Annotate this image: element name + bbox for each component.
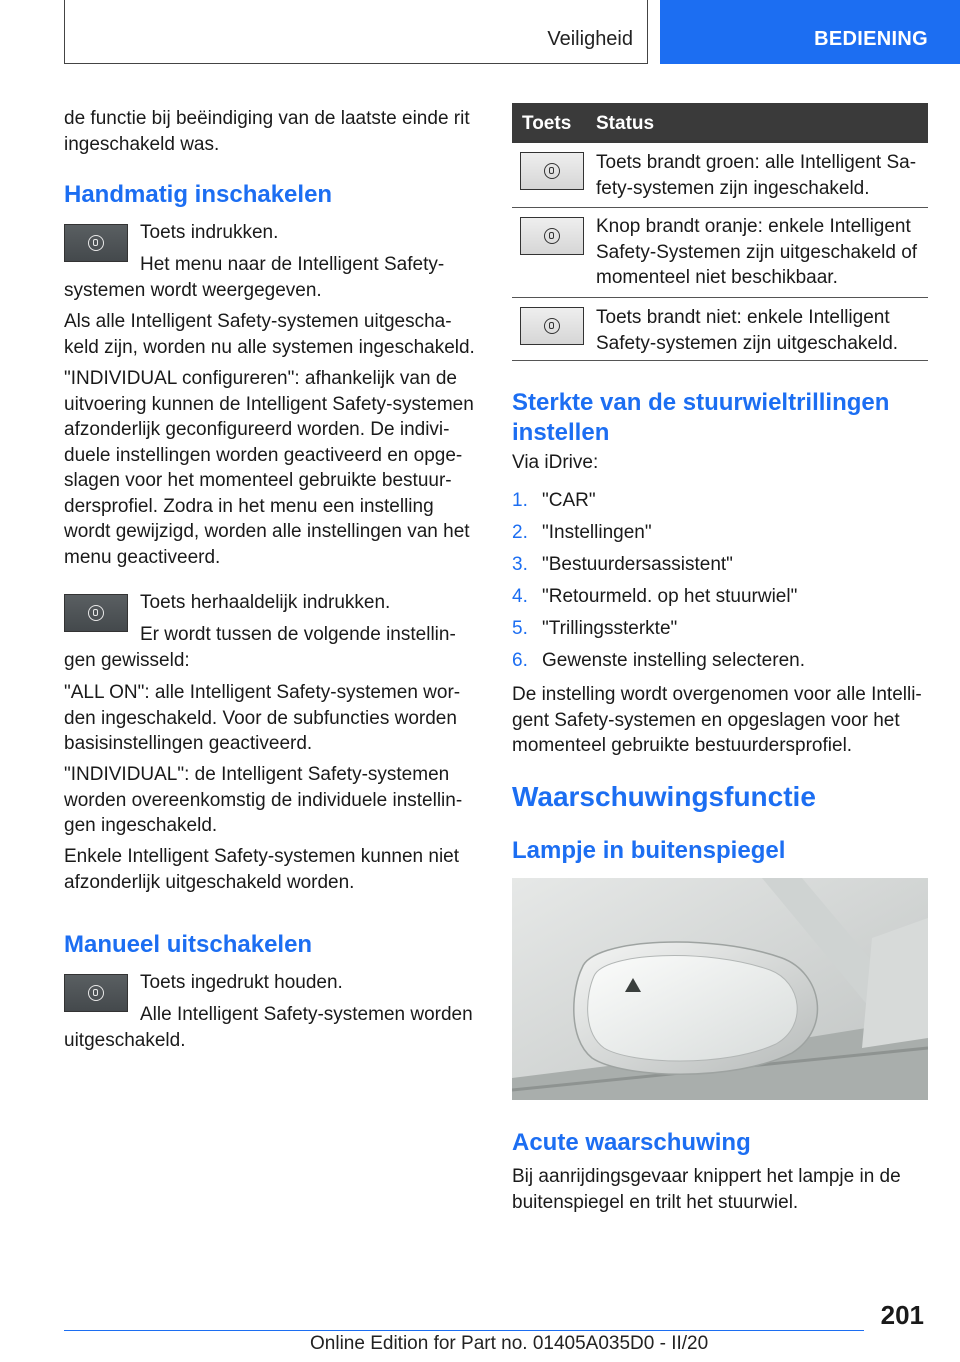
menu-text: systemen wordt weergegeven. bbox=[64, 280, 322, 301]
step-label: "Instellingen" bbox=[542, 522, 652, 543]
step-number: 2. bbox=[512, 522, 528, 543]
table-row bbox=[596, 214, 928, 291]
chapter-title: BEDIENING bbox=[814, 28, 928, 50]
table-cell-line: Toets brandt groen: alle Intelligent Sa- bbox=[596, 152, 917, 173]
via-idrive: Via iDrive: bbox=[512, 452, 599, 473]
safety-button-image bbox=[64, 224, 128, 262]
table-divider bbox=[512, 297, 928, 298]
text-line: Als alle Intelligent Safety-systemen uitgescha- bbox=[64, 311, 452, 332]
paragraph-all-off bbox=[64, 309, 484, 360]
list-item bbox=[512, 584, 928, 616]
safety-button-image bbox=[64, 594, 128, 632]
table-cell-line: Knop brandt oranje: enkele Intelligent bbox=[596, 216, 911, 237]
chapter-tab bbox=[660, 0, 960, 64]
table-cell-line: Toets brandt niet: enkele Intelligent bbox=[596, 307, 890, 328]
safety-icon bbox=[544, 163, 560, 179]
heading-line: instellen bbox=[512, 419, 610, 446]
table-header-toets: Toets bbox=[522, 113, 572, 134]
text-line: gen ingeschakeld. bbox=[64, 815, 218, 836]
safety-button-off-image bbox=[520, 307, 584, 345]
step-label: "Retourmeld. op het stuurwiel" bbox=[542, 586, 798, 607]
text-line: worden overeenkomstig de individuele instellin- bbox=[64, 789, 463, 811]
text-line: afzonderlijk uitgeschakeld worden. bbox=[64, 871, 355, 893]
off-text: uitgeschakeld. bbox=[64, 1030, 186, 1051]
heading-line: Sterkte van de stuurwieltrillingen bbox=[512, 389, 890, 416]
table-cell-line: Safety-systemen zijn uitgeschakeld. bbox=[596, 332, 899, 354]
step-label: "CAR" bbox=[542, 490, 596, 511]
paragraph-setting-applied bbox=[512, 682, 928, 759]
hold-instruction: Toets ingedrukt houden. bbox=[140, 972, 343, 993]
text-line: "INDIVIDUAL": de Intelligent Safety-systemen bbox=[64, 764, 450, 785]
heading-manual-off: Manueel uitschakelen bbox=[64, 931, 313, 958]
list-item bbox=[512, 616, 928, 648]
safety-button-green-image bbox=[520, 152, 584, 190]
text-line: "ALL ON": alle Intelligent Safety-systemen wor- bbox=[64, 682, 461, 703]
step-label: "Trillingssterkte" bbox=[542, 618, 678, 639]
intro-line: de functie bij beëindiging van de laatste einde rit bbox=[64, 108, 470, 129]
press-instruction: Toets indrukken. bbox=[140, 222, 279, 243]
footer-edition: Online Edition for Part no. 01405A035D0 - II/20 bbox=[310, 1333, 709, 1354]
table-cell-line: Safety-Systemen zijn uitgeschakeld of bbox=[596, 241, 918, 263]
table-header-status: Status bbox=[596, 113, 655, 134]
text-line: dersprofiel. Zodra in het menu een instelling bbox=[64, 495, 434, 517]
mirror-illustration bbox=[512, 878, 928, 1100]
text-line: buitenspiegel en trilt het stuurwiel. bbox=[512, 1191, 799, 1213]
heading-mirror-lamp: Lampje in buitenspiegel bbox=[512, 837, 786, 864]
step-label: Gewenste instelling selecteren. bbox=[542, 650, 805, 671]
switch-text: gen gewisseld: bbox=[64, 650, 190, 671]
step-number: 3. bbox=[512, 554, 528, 575]
step-number: 1. bbox=[512, 490, 528, 511]
text-line: Bij aanrijdingsgevaar knippert het lampje in de bbox=[512, 1166, 901, 1187]
step-number: 4. bbox=[512, 586, 528, 607]
safety-icon bbox=[544, 228, 560, 244]
paragraph-acute bbox=[512, 1164, 928, 1215]
page-number: 201 bbox=[880, 1300, 924, 1330]
text-line: duele instellingen worden geactiveerd en opge- bbox=[64, 444, 463, 466]
intro-line: ingeschakeld was. bbox=[64, 133, 220, 155]
safety-button-orange-image bbox=[520, 217, 584, 255]
safety-icon bbox=[88, 605, 104, 621]
text-line: keld zijn, worden nu alle systemen ingeschakeld. bbox=[64, 336, 475, 358]
text-line: "INDIVIDUAL configureren": afhankelijk van de bbox=[64, 368, 457, 389]
safety-icon bbox=[88, 985, 104, 1001]
paragraph-individual bbox=[64, 762, 484, 839]
heading-acute-warning: Acute waarschuwing bbox=[512, 1129, 751, 1156]
intro-paragraph bbox=[64, 106, 484, 157]
footer-divider bbox=[64, 1330, 864, 1331]
text-line: uitvoering kunnen de Intelligent Safety-systemen bbox=[64, 393, 474, 415]
off-text: Alle Intelligent Safety-systemen worden bbox=[140, 1004, 473, 1025]
switch-text: Er wordt tussen de volgende instellin- bbox=[140, 624, 456, 645]
table-divider bbox=[512, 207, 928, 208]
step-number: 6. bbox=[512, 650, 528, 671]
text-line: Enkele Intelligent Safety-systemen kunnen niet bbox=[64, 846, 460, 867]
paragraph-all-on bbox=[64, 680, 484, 757]
table-divider bbox=[512, 360, 928, 361]
heading-strength bbox=[512, 388, 928, 448]
menu-text: Het menu naar de Intelligent Safety- bbox=[140, 254, 445, 275]
step-number: 5. bbox=[512, 618, 528, 639]
section-tab bbox=[64, 0, 648, 64]
list-item bbox=[512, 520, 928, 552]
mirror-drawing bbox=[512, 878, 928, 1100]
text-line: De instelling wordt overgenomen voor alle Intelli- bbox=[512, 684, 922, 705]
text-line: afzonderlijk geconfigureerd worden. De indivi- bbox=[64, 419, 450, 440]
steps-list bbox=[512, 488, 928, 680]
text-line: basisinstellingen geactiveerd. bbox=[64, 733, 313, 754]
table-header bbox=[512, 103, 928, 143]
list-item bbox=[512, 648, 928, 680]
safety-icon bbox=[544, 318, 560, 334]
text-line: wordt gewijzigd, worden alle instellingen van het bbox=[64, 521, 470, 542]
safety-icon bbox=[88, 235, 104, 251]
table-row bbox=[596, 150, 928, 201]
paragraph-not-separate bbox=[64, 844, 484, 895]
text-line: den ingeschakeld. Voor de subfuncties worden bbox=[64, 707, 457, 729]
press-instruction: Toets herhaaldelijk indrukken. bbox=[140, 592, 391, 613]
text-line: menu geactiveerd. bbox=[64, 546, 221, 568]
table-cell-line: momenteel niet beschikbaar. bbox=[596, 267, 838, 288]
heading-manual-on: Handmatig inschakelen bbox=[64, 181, 333, 208]
safety-button-image bbox=[64, 974, 128, 1012]
heading-warning-function: Waarschuwingsfunctie bbox=[512, 781, 816, 812]
list-item bbox=[512, 552, 928, 584]
section-title: Veiligheid bbox=[547, 28, 633, 50]
step-label: "Bestuurdersassistent" bbox=[542, 554, 733, 575]
table-cell-line: fety-systemen zijn ingeschakeld. bbox=[596, 177, 870, 199]
paragraph-individual-config bbox=[64, 366, 484, 570]
table-row bbox=[596, 305, 928, 356]
text-line: momenteel gebruikte bestuurdersprofiel. bbox=[512, 735, 853, 756]
text-line: slagen voor het momenteel gebruikte bestuur- bbox=[64, 470, 452, 491]
text-line: gent Safety-systemen en opgeslagen voor het bbox=[512, 709, 900, 731]
list-item bbox=[512, 488, 928, 520]
